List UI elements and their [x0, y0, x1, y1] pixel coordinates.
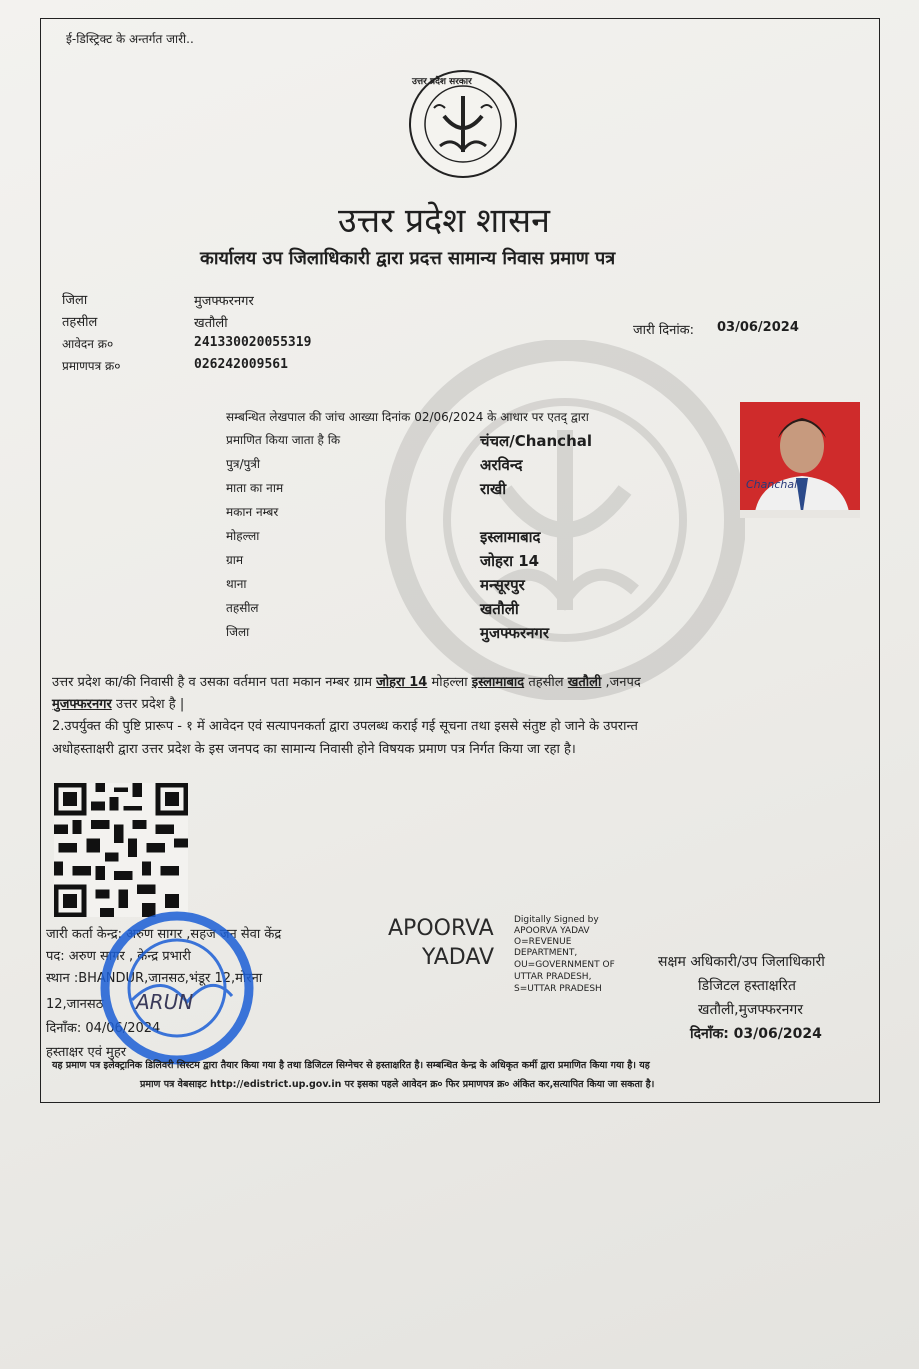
page-title: उत्तर प्रदेश शासन: [338, 201, 550, 241]
detail-label: प्रमाणित किया जाता है कि: [226, 433, 341, 447]
detail-value: मुजफ्फरनगर: [480, 624, 550, 642]
detail-value: जोहरा 14: [480, 552, 540, 570]
signature-detail: APOORVA YADAV: [514, 926, 590, 936]
district-value: मुजफ्फरनगर: [194, 294, 254, 309]
authority-digital: डिजिटल हस्ताक्षरित: [698, 978, 796, 994]
mohalla-underlined: इस्लामाबाद: [471, 675, 525, 690]
signature-detail: O=REVENUE: [514, 937, 572, 947]
issue-date-value: 03/06/2024: [717, 320, 799, 335]
tehsil-label: तहसील: [62, 315, 98, 330]
issuer-place-line: स्थान :BHANDUR,जानसठ,भंडूर 12,मोरना: [46, 971, 263, 986]
district-label: जिला: [62, 293, 88, 308]
issuer-post-line: पद: अरुण सागर , केन्द्र प्रभारी: [46, 949, 191, 964]
confirmation-paragraph-line1: 2.उपर्युक्त की पुष्टि प्रारूप - १ में आवेदन एवं सत्यापनकर्ता द्वारा उपलब्ध कराई गई सूचना तथा इससे संतुष्ट हो जाने के उपरान्त: [52, 719, 638, 734]
detail-label: पुत्र/पुत्री: [226, 457, 261, 471]
detail-label: मोहल्ला: [226, 529, 260, 543]
header-note: ई-डिस्ट्रिक्ट के अन्तर्गत जारी..: [66, 32, 194, 46]
certificate-value: 026242009561: [194, 357, 288, 372]
residence-paragraph-line2: मुजफ्फरनगर उत्तर प्रदेश है |: [52, 697, 185, 712]
applicant-photo: [740, 402, 860, 518]
signature-detail: OU=GOVERNMENT OF: [514, 960, 615, 970]
tehsil-underlined: खतौली: [567, 675, 602, 690]
detail-value: राखी: [480, 480, 507, 498]
authority-title: सक्षम अधिकारी/उप जिलाधिकारी: [658, 954, 825, 970]
signature-detail: DEPARTMENT,: [514, 948, 578, 958]
qr-code-icon: [52, 783, 190, 917]
village-underlined: जोहरा 14: [376, 675, 428, 690]
center-seal-stamp-icon: [92, 910, 262, 1065]
district-underlined: मुजफ्फरनगर: [52, 697, 112, 712]
detail-label: थाना: [226, 577, 247, 591]
emblem-caption: उत्तर प्रदेश सरकार: [412, 77, 472, 87]
issuer-center-line: जारी कर्ता केन्द्र: अरुण सागर ,सहज जन सेवा केंद्र: [46, 927, 282, 942]
detail-value: इस्लामाबाद: [480, 528, 541, 546]
signature-detail: S=UTTAR PRADESH: [514, 984, 602, 994]
authority-date: दिनाँक: 03/06/2024: [690, 1026, 822, 1042]
signer-name-line1: APOORVA: [388, 916, 494, 941]
issuer-place-line2: 12,जानसठ: [46, 997, 104, 1012]
detail-value: अरविन्द: [480, 456, 523, 474]
issue-date-label: जारी दिनांक:: [633, 323, 695, 338]
stamp-signature: ARUN: [136, 990, 194, 1014]
authority-place: खतौली,मुजफ्फरनगर: [698, 1002, 804, 1018]
person-photo-icon: [740, 402, 860, 518]
emblem-watermark-icon: [385, 340, 745, 700]
page-subtitle: कार्यालय उप जिलाधिकारी द्वारा प्रदत्त सामान्य निवास प्रमाण पत्र: [200, 248, 616, 269]
detail-value: खतौली: [480, 600, 519, 618]
detail-label: ग्राम: [226, 553, 244, 567]
detail-label: माता का नाम: [226, 481, 284, 495]
detail-label: जिला: [226, 625, 250, 639]
application-value: 241330020055319: [194, 335, 312, 350]
issuer-signature-line: हस्ताक्षर एवं मुहर: [46, 1045, 127, 1060]
footer-note-line1: यह प्रमाण पत्र इलेक्ट्रानिक डिलिवरी सिस्टम द्वारा तैयार किया गया है तथा डिजिटल सिग्नेचर से हस्ताक्षरित है। सम्बन्धित केन्द्र के अधिकृत कर्मी द्वारा प्रमाणित किया गया है। यह: [52, 1060, 650, 1071]
verification-text: सम्बन्धित लेखपाल की जांच आख्या दिनांक 02/06/2024 के आधार पर एतद् द्वारा: [226, 410, 589, 424]
detail-value: मन्सूरपुर: [480, 576, 525, 594]
detail-value: चंचल/Chanchal: [480, 432, 593, 450]
detail-label: मकान नम्बर: [226, 505, 279, 519]
signature-detail: Digitally Signed by: [514, 915, 599, 925]
residence-paragraph-line1: उत्तर प्रदेश का/की निवासी है व उसका वर्तमान पता मकान नम्बर ग्राम जोहरा 14 मोहल्ला इस्लामाबाद तहसील खतौली ,जनपद: [52, 675, 641, 690]
footer-note-line2: प्रमाण पत्र वेबसाइट http://edistrict.up.gov.in पर इसका पहले आवेदन क्र० फिर प्रमाणपत्र क्र० अंकित कर,सत्यापित किया जा सकता है।: [140, 1079, 655, 1090]
photo-signature: Chanchal: [746, 478, 798, 491]
application-label: आवेदन क्र०: [62, 337, 114, 351]
issuer-date-line: दिनाँक: 04/06/2024: [46, 1021, 161, 1036]
tehsil-value: खतौली: [194, 316, 228, 331]
certificate-label: प्रमाणपत्र क्र०: [62, 359, 121, 373]
signature-detail: UTTAR PRADESH,: [514, 972, 592, 982]
confirmation-paragraph-line2: अधोहस्ताक्षरी द्वारा उत्तर प्रदेश के इस जनपद का सामान्य निवासी होने विषयक प्रमाण पत्र निर्गत किया जा रहा है।: [52, 742, 576, 757]
signer-name-line2: YADAV: [422, 945, 495, 970]
detail-label: तहसील: [226, 601, 259, 615]
